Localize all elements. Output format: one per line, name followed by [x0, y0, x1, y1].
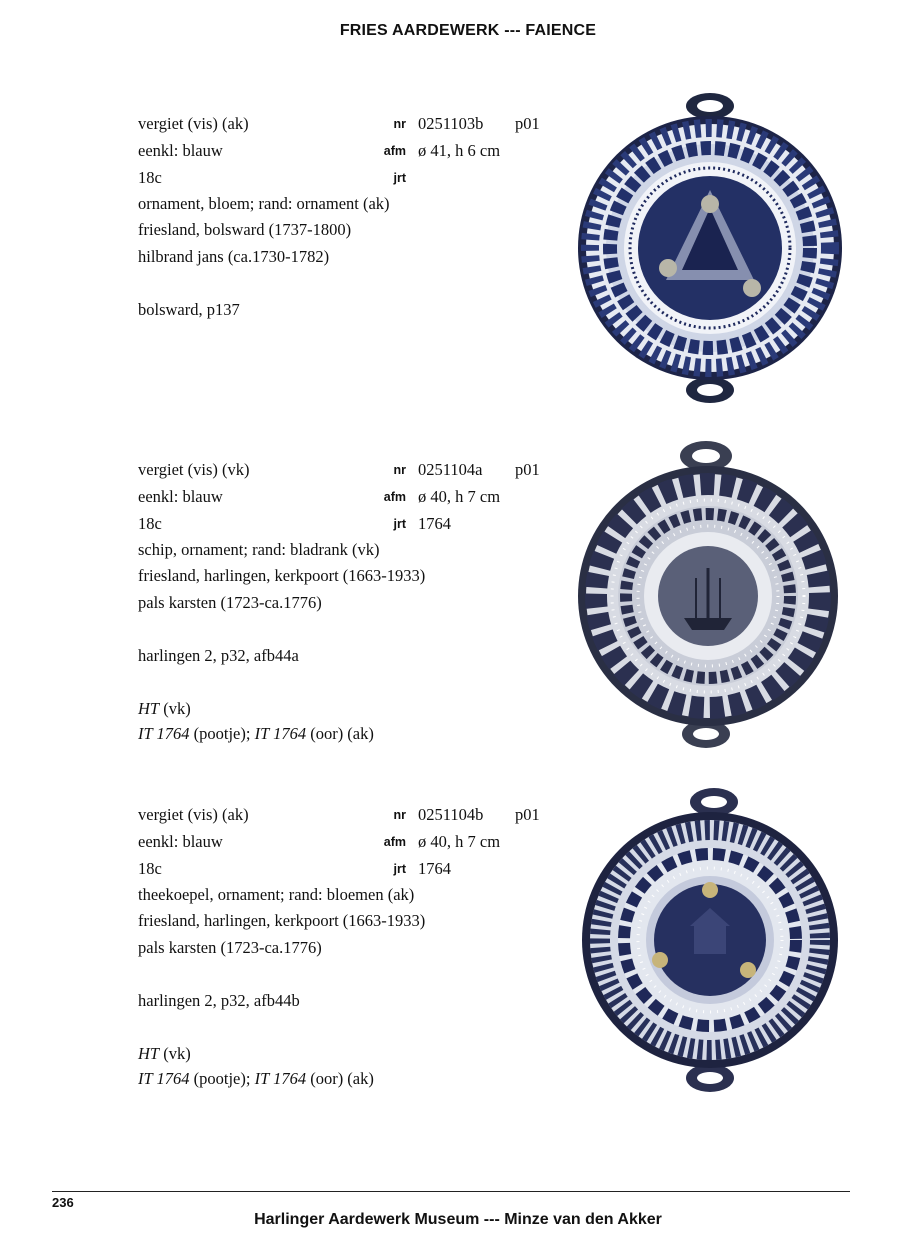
- colander-photo: [572, 438, 844, 754]
- value-page-ref: p01: [515, 460, 540, 479]
- value-kleur: eenkl: blauw: [138, 832, 223, 851]
- value-voorwerp: vergiet (vis) (vk): [138, 460, 250, 479]
- value-nr: 0251104b: [418, 805, 484, 824]
- value-fabrikaat: friesland, bolsward (1737-1800): [138, 220, 352, 239]
- label-nr: nr: [393, 808, 406, 822]
- opschrift-mark: HT: [138, 1044, 160, 1063]
- footer-rule: [52, 1191, 850, 1192]
- opschrift-note: (vk): [159, 699, 191, 718]
- label-afm: afm: [383, 490, 406, 504]
- value-voorstelling: schip, ornament; rand: bladrank (vk): [138, 540, 380, 559]
- label-jrt: jrt: [393, 517, 406, 531]
- value-page-ref: p01: [515, 805, 540, 824]
- opschrift-note: (vk): [159, 1044, 191, 1063]
- label-jrt: jrt: [393, 862, 406, 876]
- value-schilder: pals karsten (1723-ca.1776): [138, 593, 322, 612]
- page-header: FRIES AARDEWERK --- FAIENCE: [339, 22, 597, 39]
- opschrift-mark: IT 1764: [254, 724, 307, 743]
- value-datering: 18c: [138, 514, 162, 533]
- value-voorwerp: vergiet (vis) (ak): [138, 805, 249, 824]
- opschrift-note: (oor) (ak): [306, 1069, 374, 1088]
- value-opschrift-line1: [138, 1043, 191, 1065]
- value-schilder: hilbrand jans (ca.1730-1782): [138, 247, 330, 266]
- value-jrt: 1764: [418, 859, 451, 878]
- value-literatuur: bolsward, p137: [138, 300, 240, 319]
- value-voorstelling: theekoepel, ornament; rand: bloemen (ak): [138, 885, 415, 904]
- value-kleur: eenkl: blauw: [138, 487, 223, 506]
- footer-title: Harlinger Aardewerk Museum --- Minze van den Akker: [254, 1211, 662, 1228]
- value-voorstelling: ornament, bloem; rand: ornament (ak): [138, 194, 390, 213]
- value-page-ref: p01: [515, 114, 540, 133]
- value-fabrikaat: friesland, harlingen, kerkpoort (1663-1933): [138, 911, 426, 930]
- value-datering: 18c: [138, 859, 162, 878]
- value-afm: ø 40, h 7 cm: [418, 487, 501, 506]
- label-nr: nr: [393, 117, 406, 131]
- value-nr: 0251104a: [418, 460, 483, 479]
- opschrift-note: (oor) (ak): [306, 724, 374, 743]
- value-opschrift-line2: [138, 723, 374, 745]
- label-nr: nr: [393, 463, 406, 477]
- value-afm: ø 41, h 6 cm: [418, 141, 501, 160]
- colander-photo: [576, 784, 844, 1098]
- label-afm: afm: [383, 835, 406, 849]
- opschrift-mark: IT 1764: [138, 724, 190, 743]
- value-kleur: eenkl: blauw: [138, 141, 223, 160]
- value-literatuur: harlingen 2, p32, afb44a: [138, 646, 299, 665]
- value-voorwerp: vergiet (vis) (ak): [138, 114, 249, 133]
- value-nr: 0251103b: [418, 114, 484, 133]
- label-afm: afm: [383, 144, 406, 158]
- opschrift-note: (pootje);: [189, 1069, 255, 1088]
- page-number: 236: [52, 1195, 74, 1210]
- value-schilder: pals karsten (1723-ca.1776): [138, 938, 322, 957]
- value-fabrikaat: friesland, harlingen, kerkpoort (1663-1933): [138, 566, 426, 585]
- colander-photo: [568, 90, 848, 408]
- opschrift-note: (pootje);: [189, 724, 255, 743]
- opschrift-mark: IT 1764: [254, 1069, 307, 1088]
- value-literatuur: harlingen 2, p32, afb44b: [138, 991, 300, 1010]
- label-jrt: jrt: [393, 171, 406, 185]
- value-opschrift-line2: [138, 1068, 374, 1090]
- value-datering: 18c: [138, 168, 162, 187]
- opschrift-mark: HT: [138, 699, 160, 718]
- value-opschrift-line1: [138, 698, 191, 720]
- value-jrt: 1764: [418, 514, 451, 533]
- opschrift-mark: IT 1764: [138, 1069, 190, 1088]
- value-afm: ø 40, h 7 cm: [418, 832, 501, 851]
